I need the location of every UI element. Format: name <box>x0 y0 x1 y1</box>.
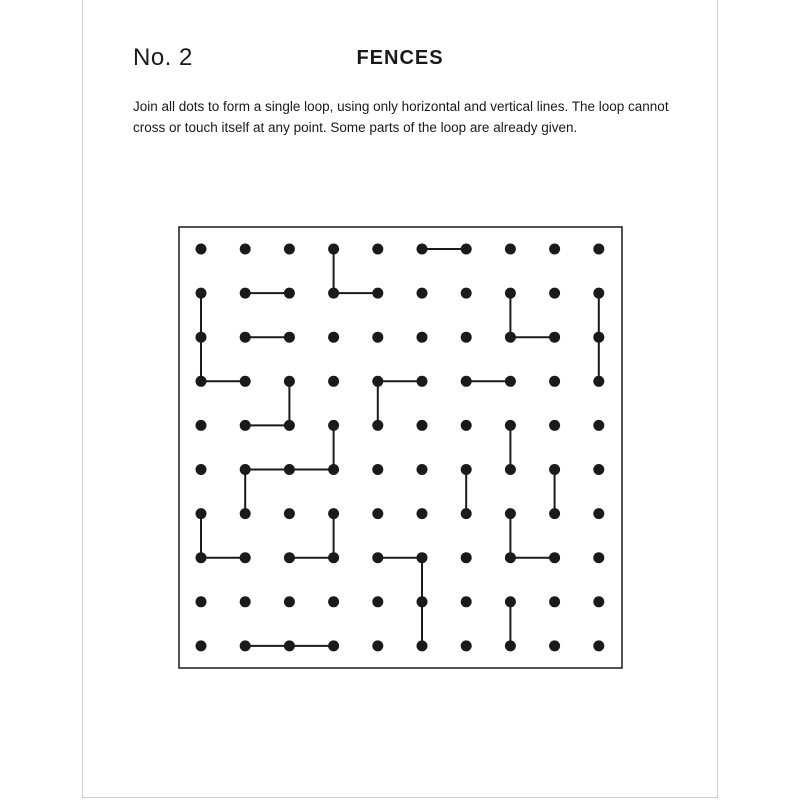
grid-dot[interactable] <box>196 552 207 563</box>
puzzle-number: No. 2 <box>133 44 193 71</box>
grid-dot[interactable] <box>284 244 295 255</box>
grid-dot[interactable] <box>284 332 295 343</box>
grid-dot[interactable] <box>593 640 604 651</box>
grid-dot[interactable] <box>417 288 428 299</box>
grid-dot[interactable] <box>417 420 428 431</box>
grid-dot[interactable] <box>372 508 383 519</box>
grid-dot[interactable] <box>549 596 560 607</box>
grid-dot[interactable] <box>328 640 339 651</box>
grid-dot[interactable] <box>328 288 339 299</box>
grid-dot[interactable] <box>505 508 516 519</box>
grid-dot[interactable] <box>417 464 428 475</box>
grid-dot[interactable] <box>461 640 472 651</box>
grid-dots <box>196 244 605 652</box>
grid-dot[interactable] <box>461 376 472 387</box>
grid-dot[interactable] <box>461 332 472 343</box>
grid-dot[interactable] <box>549 376 560 387</box>
grid-dot[interactable] <box>372 420 383 431</box>
grid-dot[interactable] <box>240 508 251 519</box>
grid-dot[interactable] <box>196 464 207 475</box>
grid-dot[interactable] <box>461 508 472 519</box>
given-segments <box>201 249 599 646</box>
grid-dot[interactable] <box>328 244 339 255</box>
grid-dot[interactable] <box>461 552 472 563</box>
grid-dot[interactable] <box>461 596 472 607</box>
grid-dot[interactable] <box>284 376 295 387</box>
grid-dot[interactable] <box>196 244 207 255</box>
grid-dot[interactable] <box>417 552 428 563</box>
grid-dot[interactable] <box>196 640 207 651</box>
grid-dot[interactable] <box>240 640 251 651</box>
grid-dot[interactable] <box>505 464 516 475</box>
grid-dot[interactable] <box>240 288 251 299</box>
grid-dot[interactable] <box>417 596 428 607</box>
grid-dot[interactable] <box>284 420 295 431</box>
grid-dot[interactable] <box>461 288 472 299</box>
grid-dot[interactable] <box>505 244 516 255</box>
grid-dot[interactable] <box>240 420 251 431</box>
grid-dot[interactable] <box>461 420 472 431</box>
grid-dot[interactable] <box>593 244 604 255</box>
grid-dot[interactable] <box>284 552 295 563</box>
grid-dot[interactable] <box>417 244 428 255</box>
grid-dot[interactable] <box>549 332 560 343</box>
grid-dot[interactable] <box>372 640 383 651</box>
grid-dot[interactable] <box>372 332 383 343</box>
grid-dot[interactable] <box>196 332 207 343</box>
grid-dot[interactable] <box>196 420 207 431</box>
grid-dot[interactable] <box>505 596 516 607</box>
grid-dot[interactable] <box>284 640 295 651</box>
grid-dot[interactable] <box>593 420 604 431</box>
grid-dot[interactable] <box>417 332 428 343</box>
grid-dot[interactable] <box>505 376 516 387</box>
grid-dot[interactable] <box>372 464 383 475</box>
grid-dot[interactable] <box>593 508 604 519</box>
grid-dot[interactable] <box>328 376 339 387</box>
grid-dot[interactable] <box>328 508 339 519</box>
grid-dot[interactable] <box>196 508 207 519</box>
grid-dot[interactable] <box>196 288 207 299</box>
grid-dot[interactable] <box>461 244 472 255</box>
grid-dot[interactable] <box>240 376 251 387</box>
grid-dot[interactable] <box>372 376 383 387</box>
grid-dot[interactable] <box>240 552 251 563</box>
grid-dot[interactable] <box>417 508 428 519</box>
grid-dot[interactable] <box>505 420 516 431</box>
grid-dot[interactable] <box>505 288 516 299</box>
grid-dot[interactable] <box>505 552 516 563</box>
puzzle-title: FENCES <box>356 47 444 69</box>
grid-dot[interactable] <box>593 288 604 299</box>
grid-dot[interactable] <box>372 552 383 563</box>
grid-dot[interactable] <box>593 552 604 563</box>
grid-dot[interactable] <box>549 464 560 475</box>
grid-dot[interactable] <box>372 288 383 299</box>
grid-dot[interactable] <box>461 464 472 475</box>
grid-dot[interactable] <box>505 640 516 651</box>
grid-dot[interactable] <box>549 420 560 431</box>
grid-dot[interactable] <box>328 464 339 475</box>
grid-dot[interactable] <box>284 288 295 299</box>
grid-dot[interactable] <box>328 552 339 563</box>
grid-dot[interactable] <box>593 596 604 607</box>
grid-dot[interactable] <box>549 508 560 519</box>
grid-dot[interactable] <box>549 640 560 651</box>
grid-dot[interactable] <box>417 376 428 387</box>
puzzle-instructions: Join all dots to form a single loop, using only horizontal and vertical lines. The loop cannot cross or touch itself at any point. Some parts of the loop are already given. <box>133 99 669 135</box>
grid-dot[interactable] <box>417 640 428 651</box>
grid-dot[interactable] <box>284 596 295 607</box>
grid-dot[interactable] <box>505 332 516 343</box>
grid-dot[interactable] <box>549 288 560 299</box>
grid-dot[interactable] <box>240 244 251 255</box>
grid-dot[interactable] <box>372 244 383 255</box>
grid-dot[interactable] <box>240 596 251 607</box>
grid-dot[interactable] <box>284 508 295 519</box>
grid-dot[interactable] <box>593 464 604 475</box>
grid-dot[interactable] <box>240 464 251 475</box>
grid-dot[interactable] <box>549 244 560 255</box>
grid-dot[interactable] <box>593 376 604 387</box>
grid-dot[interactable] <box>284 464 295 475</box>
grid-dot[interactable] <box>372 596 383 607</box>
grid-dot[interactable] <box>196 376 207 387</box>
grid-dot[interactable] <box>549 552 560 563</box>
grid-dot[interactable] <box>328 596 339 607</box>
grid-dot[interactable] <box>328 332 339 343</box>
grid-dot[interactable] <box>328 420 339 431</box>
grid-dot[interactable] <box>240 332 251 343</box>
grid-dot[interactable] <box>593 332 604 343</box>
grid-dot[interactable] <box>196 596 207 607</box>
